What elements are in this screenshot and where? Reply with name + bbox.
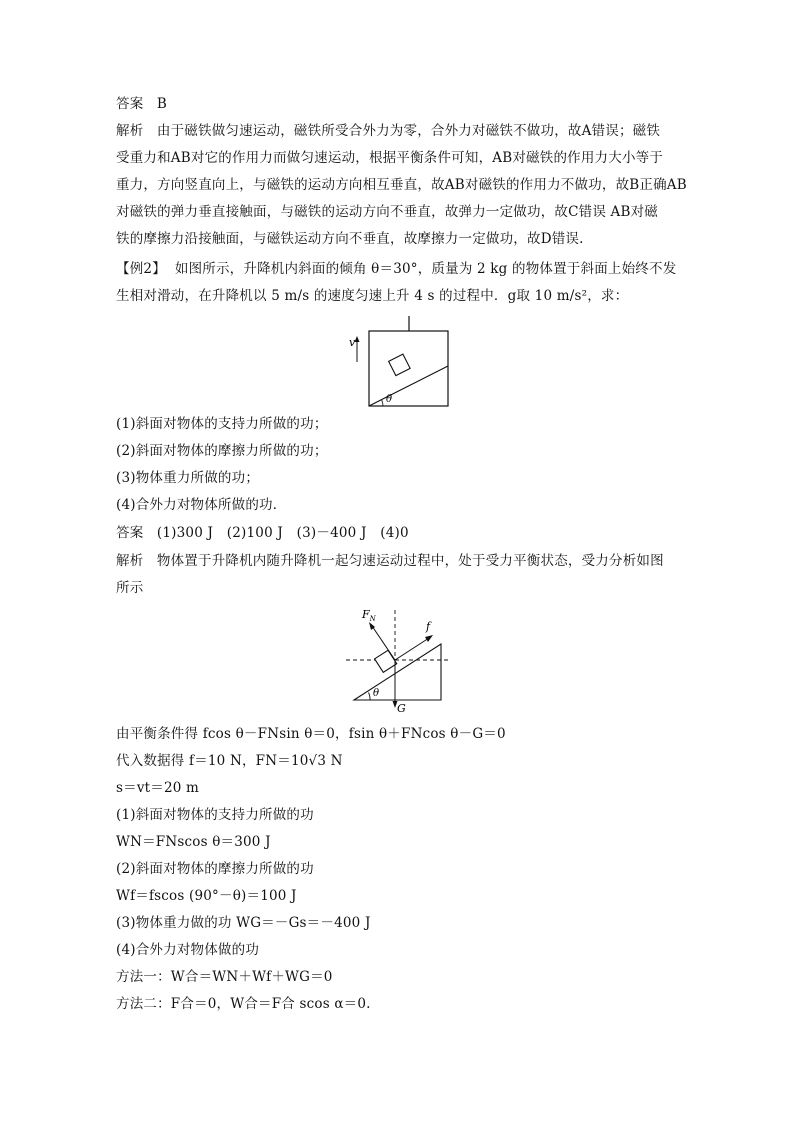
solution-line-6: (2)斜面对物体的摩擦力所做的功 bbox=[116, 861, 314, 877]
analysis-text: 由于磁铁做匀速运动，磁铁所受合外力为零，合外力对磁铁不做功，故A错误；磁铁 bbox=[156, 123, 661, 139]
force-diagram bbox=[340, 604, 460, 714]
analysis-label: 解析 bbox=[116, 123, 144, 139]
example-analysis-label: 解析 bbox=[116, 553, 144, 569]
question-1: (1)斜面对物体的支持力所做的功； bbox=[116, 416, 328, 432]
example-text: 如图所示，升降机内斜面的倾角 θ＝30°，质量为 2 kg 的物体置于斜面上始终不发 bbox=[174, 261, 677, 277]
analysis-line-5: 铁的摩擦力沿接触面，与磁铁运动方向不垂直，故摩擦力一定做功，故D错误. bbox=[116, 231, 584, 247]
question-2: (2)斜面对物体的摩擦力所做的功； bbox=[116, 443, 328, 459]
question-3: (3)物体重力所做的功； bbox=[116, 470, 260, 486]
normal-force-symbol: F bbox=[362, 608, 370, 621]
answer-value: B bbox=[156, 96, 168, 112]
angle-label-2: θ bbox=[373, 688, 380, 699]
normal-force-subscript: N bbox=[369, 615, 376, 623]
solution-line-4: (1)斜面对物体的支持力所做的功 bbox=[116, 807, 314, 823]
friction-label: f bbox=[426, 620, 431, 633]
example-analysis-line-1 bbox=[116, 551, 664, 571]
example-answer-value: (1)300 J (2)100 J (3)－400 J (4)0 bbox=[156, 525, 409, 541]
elevator-figure bbox=[340, 312, 450, 412]
answer-line-1 bbox=[116, 94, 167, 114]
example-analysis-text: 物体置于升降机内随升降机一起匀速运动过程中，处于受力平衡状态，受力分析如图 bbox=[156, 553, 664, 569]
solution-line-10: 方法一：W合＝WN＋Wf＋WG＝0 bbox=[116, 969, 333, 985]
normal-force-label bbox=[361, 608, 377, 623]
analysis-line-3: 重力，方向竖直向上，与磁铁的运动方向相互垂直，故AB对磁铁的作用力不做功，故B正确AB bbox=[116, 177, 687, 193]
solution-line-8: (3)物体重力做的功 WG＝－Gs＝－400 J bbox=[116, 915, 371, 931]
velocity-label: v bbox=[349, 336, 356, 349]
solution-line-5: WN＝FNscos θ＝300 J bbox=[116, 834, 271, 850]
analysis-line-4: 对磁铁的弹力垂直接触面，与磁铁的运动方向不垂直，故弹力一定做功，故C错误 AB对磁 bbox=[116, 204, 658, 220]
example-tag: 【例2】 bbox=[116, 261, 166, 277]
example-analysis-line-2: 所示 bbox=[116, 580, 144, 596]
angle-label: θ bbox=[386, 394, 393, 405]
solution-line-9: (4)合外力对物体做的功 bbox=[116, 942, 260, 958]
solution-line-3: s＝vt＝20 m bbox=[116, 780, 200, 796]
gravity-label: G bbox=[397, 702, 406, 714]
example-line-2: 生相对滑动，在升降机以 5 m/s 的速度匀速上升 4 s 的过程中．g取 10 m/s²，求： bbox=[116, 288, 629, 304]
solution-line-2: 代入数据得 f＝10 N，FN＝10√3 N bbox=[116, 753, 343, 769]
solution-line-11: 方法二：F合＝0，W合＝F合 scos α＝0. bbox=[116, 996, 371, 1012]
solution-line-1: 由平衡条件得 fcos θ－FNsin θ＝0，fsin θ＋FNcos θ－G＝0 bbox=[116, 726, 506, 742]
question-4: (4)合外力对物体所做的功． bbox=[116, 497, 287, 513]
analysis-line-1 bbox=[116, 121, 660, 141]
example-line-1 bbox=[116, 259, 676, 279]
example-answer-line bbox=[116, 523, 409, 543]
solution-line-7: Wf＝fscos (90°－θ)＝100 J bbox=[116, 888, 297, 904]
answer-label: 答案 bbox=[116, 96, 144, 112]
example-answer-label: 答案 bbox=[116, 525, 144, 541]
analysis-line-2: 受重力和AB对它的作用力而做匀速运动，根据平衡条件可知，AB对磁铁的作用力大小等于 bbox=[116, 150, 664, 166]
